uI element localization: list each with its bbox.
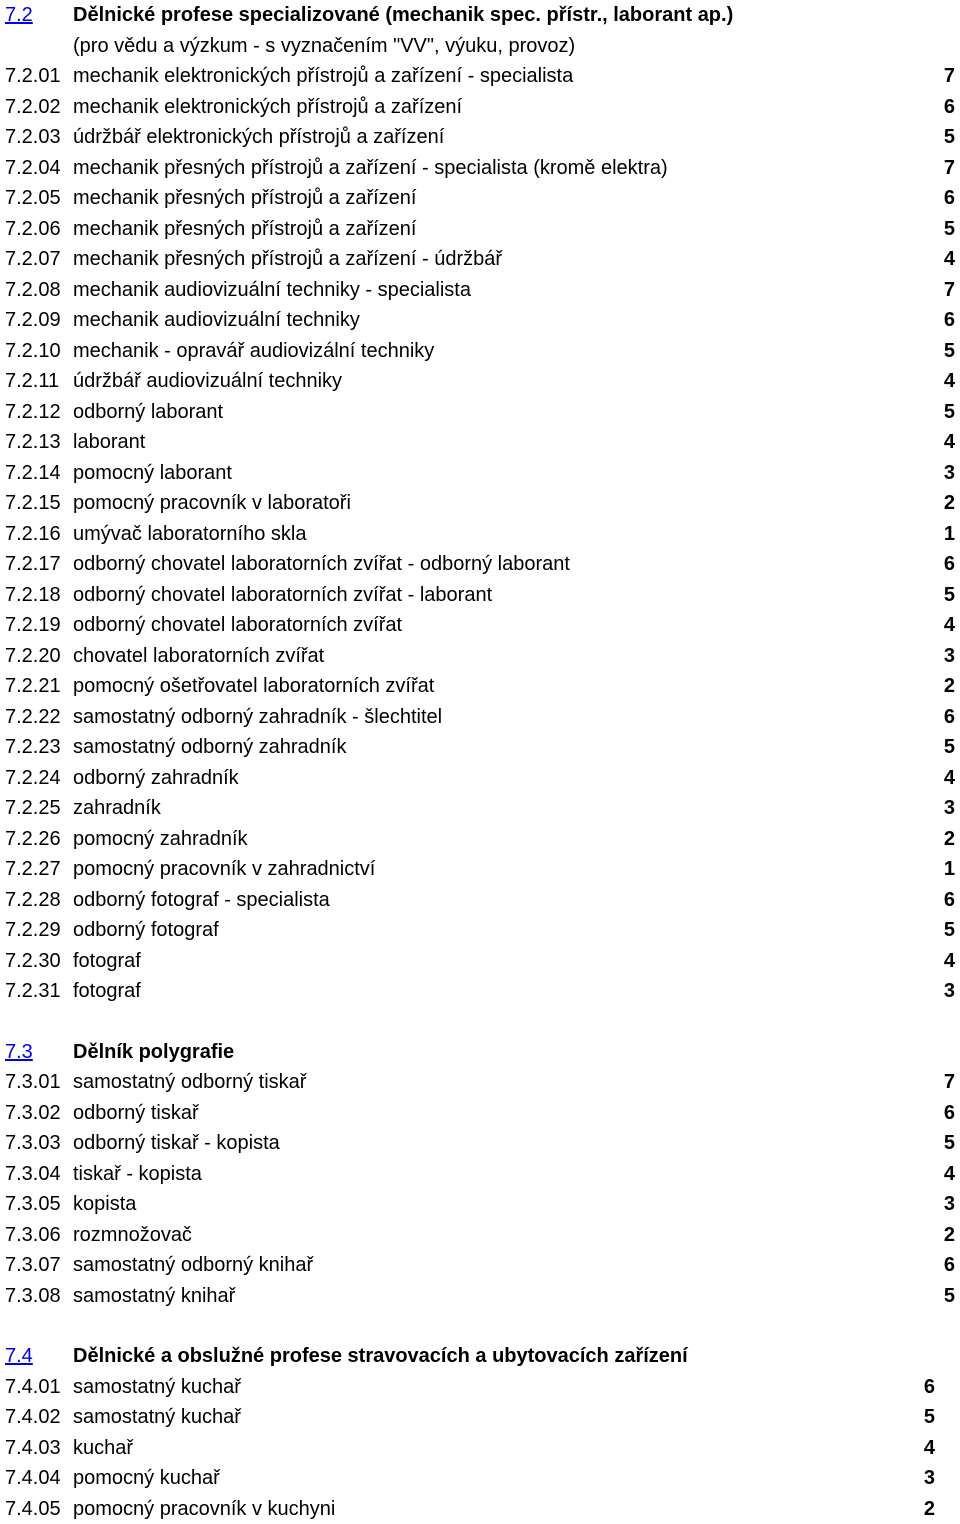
section-code-link[interactable]: 7.4 <box>5 1345 33 1367</box>
item-name: pomocný pracovník v zahradnictví <box>73 854 375 885</box>
item-code: 7.3.02 <box>5 1098 61 1129</box>
section-code <box>5 1037 33 1068</box>
item-grade: 7 <box>944 61 955 92</box>
item-grade: 5 <box>944 214 955 245</box>
item-code: 7.2.15 <box>5 488 61 519</box>
item-code: 7.3.08 <box>5 1281 61 1312</box>
item-grade: 4 <box>944 366 955 397</box>
item-grade: 7 <box>944 1067 955 1098</box>
item-grade: 3 <box>944 1189 955 1220</box>
list-item <box>5 1463 960 1494</box>
item-code: 7.2.12 <box>5 397 61 428</box>
section-header <box>5 1341 960 1372</box>
item-name: odborný laborant <box>73 397 223 428</box>
item-grade: 6 <box>924 1372 935 1403</box>
item-code: 7.4.01 <box>5 1372 61 1403</box>
item-code: 7.2.09 <box>5 305 61 336</box>
list-item <box>5 275 960 306</box>
item-name: pomocný pracovník v kuchyni <box>73 1494 335 1524</box>
item-grade: 6 <box>944 885 955 916</box>
item-name: samostatný odborný zahradník - šlechtitel <box>73 702 442 733</box>
item-grade: 3 <box>944 793 955 824</box>
item-code: 7.2.25 <box>5 793 61 824</box>
item-grade: 1 <box>944 519 955 550</box>
item-code: 7.2.20 <box>5 641 61 672</box>
list-item <box>5 1067 960 1098</box>
list-item <box>5 1402 960 1433</box>
item-code: 7.2.27 <box>5 854 61 885</box>
list-item <box>5 519 960 550</box>
item-name: fotograf <box>73 976 141 1007</box>
section-7-4 <box>5 1311 960 1524</box>
item-grade: 2 <box>924 1494 935 1524</box>
list-item <box>5 92 960 123</box>
item-name: pomocný kuchař <box>73 1463 220 1494</box>
list-item <box>5 702 960 733</box>
item-name: odborný fotograf <box>73 915 219 946</box>
item-code: 7.2.04 <box>5 153 61 184</box>
item-name: mechanik audiovizuální techniky - specialista <box>73 275 471 306</box>
list-item <box>5 1159 960 1190</box>
item-code: 7.2.17 <box>5 549 61 580</box>
item-grade: 2 <box>944 1220 955 1251</box>
item-code: 7.2.06 <box>5 214 61 245</box>
item-code: 7.2.05 <box>5 183 61 214</box>
item-code: 7.2.14 <box>5 458 61 489</box>
item-name: samostatný odborný knihař <box>73 1250 313 1281</box>
list-item <box>5 824 960 855</box>
item-grade: 5 <box>944 336 955 367</box>
item-code: 7.2.13 <box>5 427 61 458</box>
list-item <box>5 183 960 214</box>
section-title: Dělnické profese specializované (mechanik spec. přístr., laborant ap.) <box>73 0 733 31</box>
item-code: 7.2.30 <box>5 946 61 977</box>
list-item <box>5 1220 960 1251</box>
item-name: mechanik audiovizuální techniky <box>73 305 360 336</box>
list-item <box>5 1250 960 1281</box>
item-grade: 5 <box>944 1281 955 1312</box>
item-grade: 4 <box>944 763 955 794</box>
list-item <box>5 854 960 885</box>
item-name: chovatel laboratorních zvířat <box>73 641 324 672</box>
item-name: údržbář audiovizuální techniky <box>73 366 342 397</box>
list-item <box>5 976 960 1007</box>
list-item <box>5 427 960 458</box>
item-grade: 6 <box>944 1098 955 1129</box>
list-item <box>5 763 960 794</box>
item-grade: 5 <box>944 915 955 946</box>
item-name: umývač laboratorního skla <box>73 519 306 550</box>
item-code: 7.2.16 <box>5 519 61 550</box>
item-grade: 5 <box>924 1402 935 1433</box>
section-7-3 <box>5 1007 960 1312</box>
list-item <box>5 214 960 245</box>
list-item <box>5 488 960 519</box>
item-code: 7.4.02 <box>5 1402 61 1433</box>
list-item <box>5 1372 960 1403</box>
list-item <box>5 153 960 184</box>
item-grade: 4 <box>944 610 955 641</box>
section-title: Dělník polygrafie <box>73 1037 234 1068</box>
section-spacer <box>5 1007 960 1037</box>
list-item <box>5 305 960 336</box>
item-code: 7.4.04 <box>5 1463 61 1494</box>
item-code: 7.2.22 <box>5 702 61 733</box>
item-grade: 5 <box>944 1128 955 1159</box>
item-name: odborný tiskař <box>73 1098 199 1129</box>
section-title: Dělnické a obslužné profese stravovacích a ubytovacích zařízení <box>73 1341 688 1372</box>
list-item <box>5 1433 960 1464</box>
list-item <box>5 366 960 397</box>
list-item <box>5 610 960 641</box>
item-grade: 5 <box>944 732 955 763</box>
item-grade: 4 <box>944 946 955 977</box>
list-item <box>5 1128 960 1159</box>
item-code: 7.2.02 <box>5 92 61 123</box>
item-name: kopista <box>73 1189 136 1220</box>
item-code: 7.2.31 <box>5 976 61 1007</box>
list-item <box>5 885 960 916</box>
item-name: pomocný ošetřovatel laboratorních zvířat <box>73 671 434 702</box>
item-code: 7.2.10 <box>5 336 61 367</box>
item-grade: 6 <box>944 702 955 733</box>
item-name: samostatný kuchař <box>73 1402 241 1433</box>
item-code: 7.2.29 <box>5 915 61 946</box>
item-code: 7.2.23 <box>5 732 61 763</box>
list-item <box>5 458 960 489</box>
document-page <box>5 0 960 1524</box>
item-grade: 5 <box>944 122 955 153</box>
item-grade: 7 <box>944 153 955 184</box>
section-subtitle: (pro vědu a výzkum - s vyznačením "VV", výuku, provoz) <box>73 31 575 62</box>
item-code: 7.2.07 <box>5 244 61 275</box>
item-grade: 4 <box>944 244 955 275</box>
item-grade: 3 <box>924 1463 935 1494</box>
item-name: mechanik přesných přístrojů a zařízení <box>73 214 417 245</box>
list-item <box>5 122 960 153</box>
list-item <box>5 793 960 824</box>
item-name: pomocný zahradník <box>73 824 248 855</box>
item-grade: 7 <box>944 275 955 306</box>
item-grade: 4 <box>924 1433 935 1464</box>
section-header <box>5 0 960 31</box>
item-grade: 6 <box>944 183 955 214</box>
list-item <box>5 61 960 92</box>
item-name: rozmnožovač <box>73 1220 192 1251</box>
item-name: samostatný odborný zahradník <box>73 732 347 763</box>
item-name: kuchař <box>73 1433 133 1464</box>
item-name: samostatný knihař <box>73 1281 235 1312</box>
item-name: mechanik přesných přístrojů a zařízení - specialista (kromě elektra) <box>73 153 668 184</box>
item-grade: 2 <box>944 671 955 702</box>
item-name: odborný chovatel laboratorních zvířat <box>73 610 402 641</box>
item-grade: 1 <box>944 854 955 885</box>
item-grade: 3 <box>944 458 955 489</box>
item-grade: 2 <box>944 488 955 519</box>
list-item <box>5 336 960 367</box>
item-code: 7.2.08 <box>5 275 61 306</box>
list-item <box>5 1098 960 1129</box>
item-grade: 6 <box>944 549 955 580</box>
item-name: mechanik přesných přístrojů a zařízení <box>73 183 417 214</box>
item-code: 7.3.06 <box>5 1220 61 1251</box>
item-code: 7.3.04 <box>5 1159 61 1190</box>
item-name: samostatný kuchař <box>73 1372 241 1403</box>
item-code: 7.3.05 <box>5 1189 61 1220</box>
section-code <box>5 1341 33 1372</box>
item-code: 7.2.03 <box>5 122 61 153</box>
item-code: 7.2.19 <box>5 610 61 641</box>
item-grade: 6 <box>944 305 955 336</box>
section-7-2 <box>5 0 960 1007</box>
item-code: 7.3.03 <box>5 1128 61 1159</box>
item-name: mechanik elektronických přístrojů a zařízení - specialista <box>73 61 573 92</box>
item-grade: 2 <box>944 824 955 855</box>
item-grade: 5 <box>944 397 955 428</box>
section-header <box>5 1037 960 1068</box>
item-grade: 3 <box>944 976 955 1007</box>
item-code: 7.4.03 <box>5 1433 61 1464</box>
list-item <box>5 580 960 611</box>
item-name: tiskař - kopista <box>73 1159 202 1190</box>
section-spacer <box>5 1311 960 1341</box>
list-item <box>5 946 960 977</box>
item-grade: 4 <box>944 427 955 458</box>
list-item <box>5 1189 960 1220</box>
item-grade: 6 <box>944 1250 955 1281</box>
item-name: odborný zahradník <box>73 763 239 794</box>
item-name: údržbář elektronických přístrojů a zařízení <box>73 122 444 153</box>
item-name: mechanik - opravář audiovizální techniky <box>73 336 434 367</box>
item-name: mechanik přesných přístrojů a zařízení - údržbář <box>73 244 502 275</box>
section-code-link[interactable]: 7.3 <box>5 1041 33 1063</box>
item-grade: 4 <box>944 1159 955 1190</box>
item-code: 7.2.24 <box>5 763 61 794</box>
item-code: 7.2.01 <box>5 61 61 92</box>
item-code: 7.4.05 <box>5 1494 61 1524</box>
item-name: pomocný laborant <box>73 458 232 489</box>
item-name: odborný chovatel laboratorních zvířat - laborant <box>73 580 492 611</box>
item-name: laborant <box>73 427 145 458</box>
list-item <box>5 1281 960 1312</box>
item-code: 7.2.28 <box>5 885 61 916</box>
list-item <box>5 641 960 672</box>
item-code: 7.3.01 <box>5 1067 61 1098</box>
item-code: 7.2.21 <box>5 671 61 702</box>
item-code: 7.2.26 <box>5 824 61 855</box>
item-grade: 3 <box>944 641 955 672</box>
item-code: 7.3.07 <box>5 1250 61 1281</box>
list-item <box>5 549 960 580</box>
item-name: odborný fotograf - specialista <box>73 885 330 916</box>
item-name: samostatný odborný tiskař <box>73 1067 306 1098</box>
list-item <box>5 1494 960 1524</box>
item-name: zahradník <box>73 793 161 824</box>
item-grade: 5 <box>944 580 955 611</box>
item-code: 7.2.11 <box>5 366 59 397</box>
list-item <box>5 671 960 702</box>
item-name: fotograf <box>73 946 141 977</box>
item-name: pomocný pracovník v laboratoři <box>73 488 351 519</box>
item-name: mechanik elektronických přístrojů a zařízení <box>73 92 462 123</box>
section-code <box>5 0 33 31</box>
section-code-link[interactable]: 7.2 <box>5 4 33 26</box>
section-subtitle-row <box>5 31 960 62</box>
list-item <box>5 915 960 946</box>
list-item <box>5 397 960 428</box>
item-name: odborný tiskař - kopista <box>73 1128 280 1159</box>
item-grade: 6 <box>944 92 955 123</box>
list-item <box>5 732 960 763</box>
item-code: 7.2.18 <box>5 580 61 611</box>
list-item <box>5 244 960 275</box>
item-name: odborný chovatel laboratorních zvířat - odborný laborant <box>73 549 570 580</box>
